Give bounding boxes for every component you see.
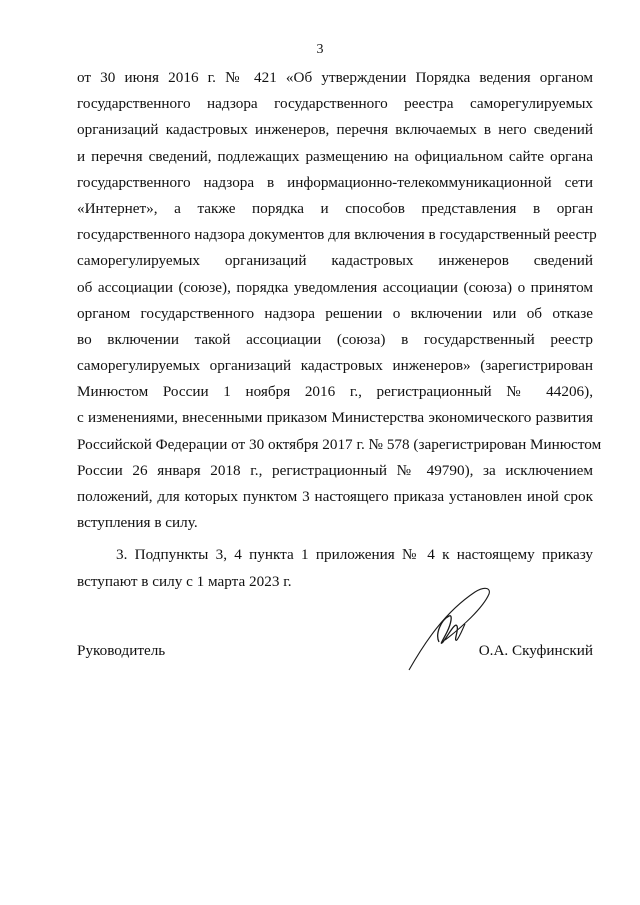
text-line: об ассоциации (союзе), порядка уведомления ассоциации (союза) о принятом <box>77 278 593 296</box>
text-line: государственного надзора в информационно-телекоммуникационной сети <box>77 173 593 191</box>
text-line: вступления в силу. <box>77 514 198 532</box>
text-line: Российской Федерации от 30 октября 2017 г. № 578 (зарегистрирован Минюстом <box>77 435 602 453</box>
text-line: органом государственного надзора решении о включении или об отказе <box>77 304 593 322</box>
text-line: саморегулируемых организаций кадастровых инженеров сведений <box>77 252 593 270</box>
text-line: саморегулируемых организаций кадастровых инженеров» (зарегистрирован <box>77 357 593 375</box>
text-line: государственного надзора государственного реестра саморегулируемых <box>77 95 593 113</box>
text-line: от 30 июня 2016 г. № 421 «Об утверждении Порядка ведения органом <box>77 69 593 86</box>
text-line: Минюстом России 1 ноября 2016 г., регистрационный № 44206), <box>77 383 593 401</box>
document-body <box>77 65 602 595</box>
text-line: России 26 января 2018 г., регистрационный № 49790), за исключением <box>77 461 593 479</box>
signer-position: Руководитель <box>77 642 166 659</box>
page-number: 3 <box>316 42 324 57</box>
text-line: 3. Подпункты 3, 4 пункта 1 приложения № 4 к настоящему приказу <box>116 546 593 564</box>
text-line: организаций кадастровых инженеров, перечня включаемых в него сведений <box>77 121 593 139</box>
signature-block <box>77 632 593 672</box>
text-line: с изменениями, внесенными приказом Министерства экономического развития <box>77 409 593 427</box>
text-line: государственного надзора документов для включения в государственный реестр <box>77 226 597 244</box>
signer-name: О.А. Скуфинский <box>478 642 593 659</box>
text-line: и перечня сведений, подлежащих размещению на официальном сайте органа <box>77 147 593 165</box>
text-line: «Интернет», а также порядка и способов представления в орган <box>77 199 593 217</box>
text-line: положений, для которых пунктом 3 настоящего приказа установлен иной срок <box>77 488 593 505</box>
text-line: вступают в силу с 1 марта 2023 г. <box>77 572 292 590</box>
handwritten-signature <box>405 582 495 677</box>
text-line: во включении такой ассоциации (союза) в государственный реестр <box>77 330 593 348</box>
